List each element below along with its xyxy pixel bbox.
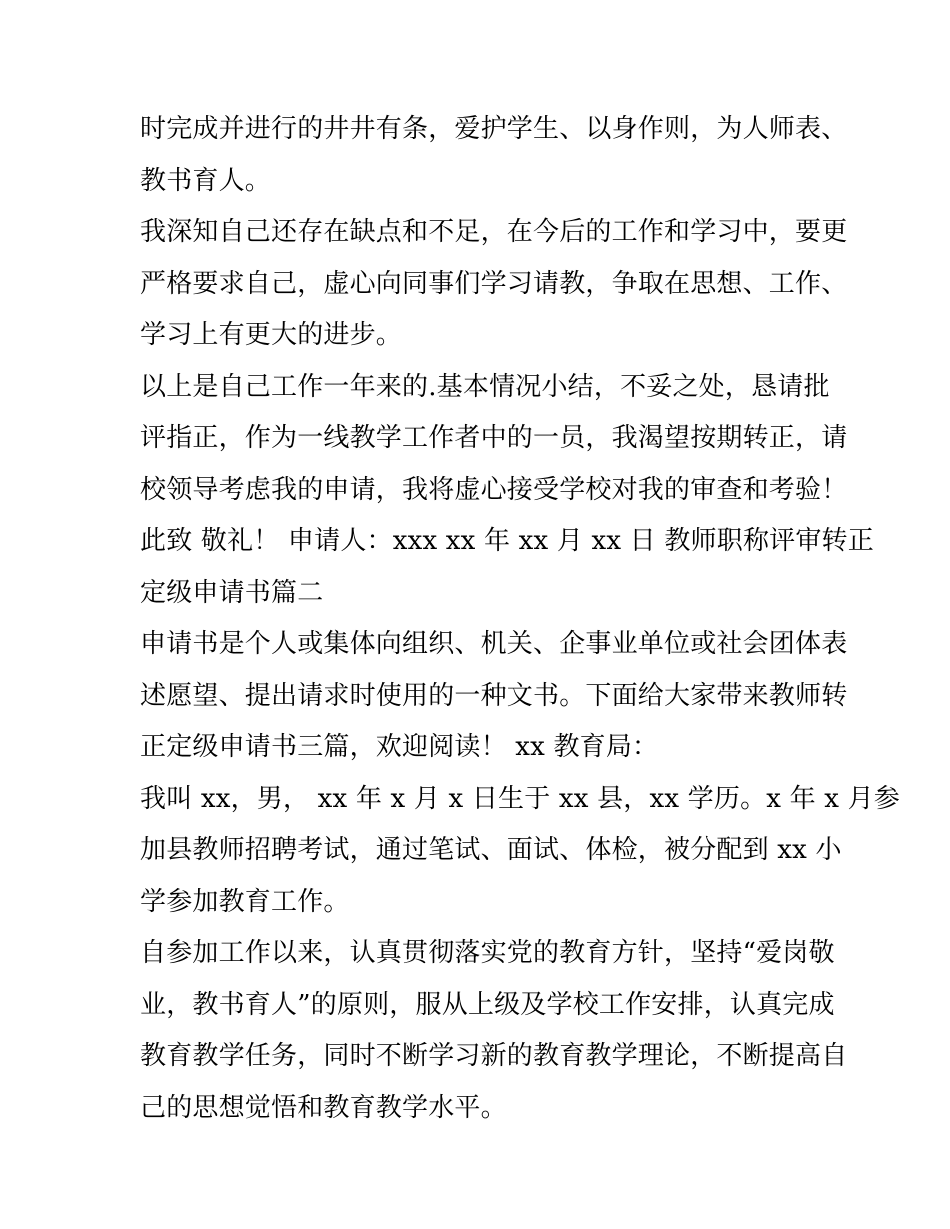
text-line: 正定级申请书三篇，欢迎阅读！ xx 教育局： <box>140 732 659 762</box>
text-line: 业，教书育人”的原则，服从上级及学校工作安排，认真完成 <box>140 989 835 1020</box>
text-line: 我叫 xx，男， xx 年 x 月 x 日生于 xx 县，xx 学历。x 年 x 月参 <box>140 783 900 814</box>
text-line: 我深知自己还存在缺点和不足，在今后的工作和学习中，要更 <box>140 217 848 247</box>
text-line: 己的思想觉悟和教育教学水平。 <box>140 1092 507 1123</box>
document-body-text <box>140 104 900 1134</box>
text-line: 学参加教育工作。 <box>140 886 350 917</box>
text-line: 自参加工作以来，认真贯彻落实党的教育方针，坚持“爱岗敬 <box>140 938 835 968</box>
text-line: 评指正，作为一线教学工作者中的一员，我渴望按期转正，请 <box>140 423 848 453</box>
text-line: 述愿望、提出请求时使用的一种文书。下面给大家带来教师转 <box>140 680 848 711</box>
text-line: 校领导考虑我的申请，我将虚心接受学校对我的审查和考验！ <box>140 474 848 505</box>
text-line: 加县教师招聘考试，通过笔试、面试、体检，被分配到 xx 小 <box>140 835 842 865</box>
text-line: 时完成并进行的井井有条，爱护学生、以身作则，为人师表、 <box>140 114 848 144</box>
text-line: 学习上有更大的进步。 <box>140 320 403 350</box>
text-line: 教育教学任务，同时不断学习新的教育教学理论，不断提高自 <box>140 1041 848 1071</box>
text-line: 以上是自己工作一年来的.基本情况小结，不妥之处，恳请批 <box>140 371 830 402</box>
section-heading-line: 定级申请书篇二 <box>140 577 324 608</box>
text-line: 此致 敬礼！ 申请人：xxx xx 年 xx 月 xx 日 教师职称评审转正 <box>140 526 874 556</box>
text-line: 严格要求自己，虚心向同事们学习请教，争取在思想、工作、 <box>140 268 848 299</box>
text-line: 教书育人。 <box>140 165 272 196</box>
text-line: 申请书是个人或集体向组织、机关、企事业单位或社会团体表 <box>140 629 848 659</box>
